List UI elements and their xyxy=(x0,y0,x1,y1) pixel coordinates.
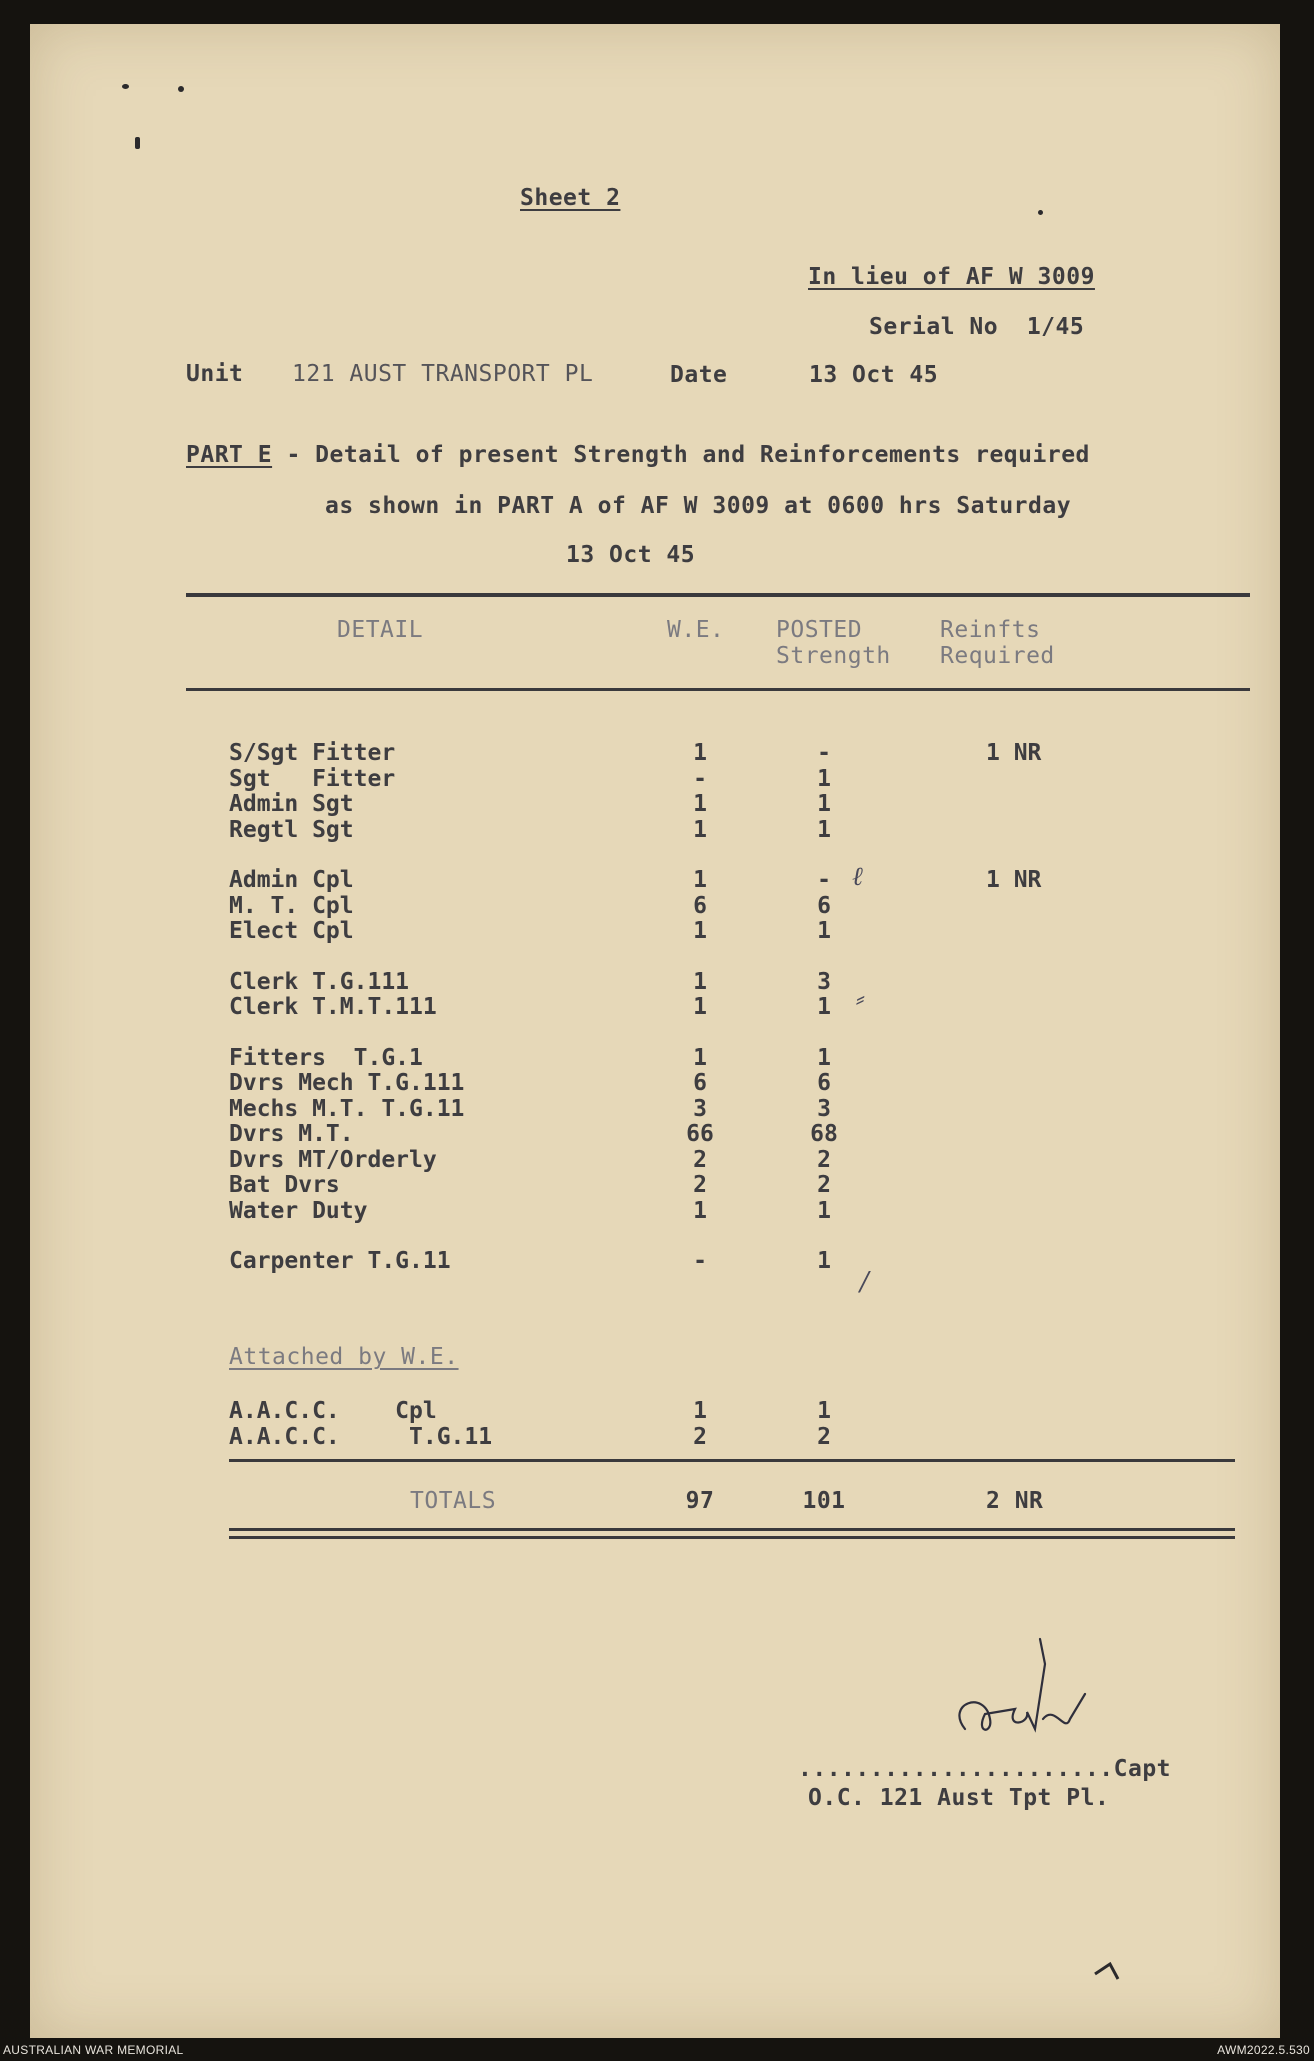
row-detail: Fitters T.G.1 xyxy=(229,1044,423,1071)
row-posted: 6 xyxy=(817,1070,831,1096)
date-label: Date xyxy=(670,362,728,388)
row-we: 6 xyxy=(693,892,707,919)
row-detail: Elect Cpl xyxy=(229,918,354,944)
part-description-line-3: 13 Oct 45 xyxy=(566,542,696,568)
row-detail: Dvrs M.T. xyxy=(229,1121,354,1147)
corner-mark-icon xyxy=(1090,1954,1130,1984)
part-description-line-1 xyxy=(186,442,1090,468)
row-detail: Sgt Fitter xyxy=(229,765,396,792)
row-detail: Clerk T.G.111 xyxy=(229,968,410,995)
row-detail: Dvrs MT/Orderly xyxy=(229,1146,437,1173)
row-posted: - xyxy=(817,867,831,893)
row-we: - xyxy=(693,765,707,792)
table-top-rule xyxy=(186,593,1250,597)
row-we: 1 xyxy=(693,816,707,843)
row-we: 1 xyxy=(693,1044,707,1071)
part-text-1: - Detail of present Strength and Reinforcements required xyxy=(272,442,1090,468)
header-reinfts-2: Required xyxy=(940,643,1055,669)
signature-title: O.C. 121 Aust Tpt Pl. xyxy=(808,1785,1110,1811)
row-posted: 1 xyxy=(817,1197,831,1224)
footer-reference-right: AWM2022.5.530 xyxy=(1217,2043,1310,2057)
row-detail: A.A.C.C. T.G.11 xyxy=(229,1423,493,1450)
row-posted: 1 xyxy=(817,1044,831,1071)
date-value: 13 Oct 45 xyxy=(809,362,939,388)
pencil-tick: ℓ xyxy=(852,862,863,892)
row-detail: Regtl Sgt xyxy=(229,816,354,843)
row-we: 66 xyxy=(686,1121,714,1147)
ink-speck xyxy=(1038,210,1043,215)
row-posted: 1 xyxy=(817,994,831,1020)
row-we: 2 xyxy=(693,1172,707,1198)
pencil-tick: ⸗ xyxy=(856,984,865,1014)
row-reinfts xyxy=(986,792,1106,818)
row-we: 1 xyxy=(693,791,707,817)
row-reinfts xyxy=(986,767,1106,793)
row-we: 1 xyxy=(693,968,707,995)
serial-number: Serial No 1/45 xyxy=(869,314,1085,340)
ink-speck xyxy=(135,137,140,149)
row-posted: 1 xyxy=(817,1398,831,1424)
row-detail: Admin Cpl xyxy=(229,867,354,893)
row-posted: 1 xyxy=(817,765,831,792)
part-label: PART E xyxy=(186,442,273,468)
row-we: 1 xyxy=(693,994,707,1020)
row-posted: 1 xyxy=(817,816,831,843)
row-reinfts xyxy=(986,818,1106,844)
header-reinfts-1: Reinfts xyxy=(940,617,1041,643)
row-detail: M. T. Cpl xyxy=(229,892,354,919)
row-posted: 68 xyxy=(810,1121,838,1147)
row-reinfts: 1 NR xyxy=(986,740,1042,766)
signature-line: ......................Capt xyxy=(798,1756,1172,1782)
ink-speck xyxy=(122,84,129,89)
we-column xyxy=(670,741,730,1275)
row-posted: 2 xyxy=(817,1423,831,1450)
posted-column xyxy=(794,741,854,1275)
row-posted: 6 xyxy=(817,892,831,919)
row-we: 1 xyxy=(693,1197,707,1224)
row-posted: 2 xyxy=(817,1172,831,1198)
row-posted: 1 xyxy=(817,791,831,817)
totals-label: TOTALS xyxy=(410,1488,497,1514)
row-reinfts: 1 NR xyxy=(986,867,1042,893)
row-detail: Admin Sgt xyxy=(229,791,354,817)
totals-reinfts: 2 NR xyxy=(986,1488,1044,1514)
header-posted-2: Strength xyxy=(776,643,891,669)
header-we: W.E. xyxy=(667,617,725,643)
reinfts-column xyxy=(986,741,1106,894)
row-we: 1 xyxy=(693,1398,707,1424)
table-header-rule xyxy=(186,688,1250,691)
row-posted: 2 xyxy=(817,1146,831,1173)
totals-double-rule-2 xyxy=(229,1536,1235,1539)
row-posted: - xyxy=(817,740,831,766)
form-reference: In lieu of AF W 3009 xyxy=(808,264,1095,290)
row-we: - xyxy=(693,1248,707,1274)
document-page xyxy=(30,24,1280,2038)
row-posted: 1 xyxy=(817,1248,831,1274)
row-detail: A.A.C.C. Cpl xyxy=(229,1398,437,1424)
attached-heading: Attached by W.E. xyxy=(229,1344,459,1370)
totals-posted: 101 xyxy=(802,1488,846,1514)
row-detail: Water Duty xyxy=(229,1197,368,1224)
row-posted: 3 xyxy=(817,1095,831,1122)
row-posted: 1 xyxy=(817,918,831,944)
totals-double-rule-1 xyxy=(229,1528,1235,1531)
pencil-tick: / xyxy=(860,1267,869,1297)
row-we: 1 xyxy=(693,867,707,893)
sheet-title: Sheet 2 xyxy=(520,185,621,211)
row-detail: Clerk T.M.T.111 xyxy=(229,994,437,1020)
row-we: 1 xyxy=(693,740,707,766)
totals-top-rule xyxy=(229,1459,1235,1462)
detail-column xyxy=(229,741,464,1275)
attached-posted-column xyxy=(794,1399,854,1450)
row-posted: 3 xyxy=(817,968,831,995)
attached-detail-column xyxy=(229,1399,492,1450)
row-we: 1 xyxy=(693,918,707,944)
footer-credit-left: AUSTRALIAN WAR MEMORIAL xyxy=(3,2043,184,2057)
row-detail: S/Sgt Fitter xyxy=(229,740,396,766)
part-description-line-2: as shown in PART A of AF W 3009 at 0600 hrs Saturday xyxy=(325,493,1072,519)
unit-name: 121 AUST TRANSPORT PL xyxy=(292,361,594,387)
unit-label: Unit xyxy=(186,361,244,387)
row-we: 2 xyxy=(693,1423,707,1450)
ink-speck xyxy=(178,86,184,92)
signature-scribble xyxy=(945,1634,1115,1764)
totals-we: 97 xyxy=(685,1488,715,1514)
row-detail: Bat Dvrs xyxy=(229,1172,340,1198)
header-posted-1: POSTED xyxy=(776,617,863,643)
header-detail: DETAIL xyxy=(337,617,424,643)
row-detail: Carpenter T.G.11 xyxy=(229,1248,451,1274)
row-we: 6 xyxy=(693,1070,707,1096)
attached-we-column xyxy=(670,1399,730,1450)
row-detail: Mechs M.T. T.G.11 xyxy=(229,1095,465,1122)
row-we: 3 xyxy=(693,1095,707,1122)
row-detail: Dvrs Mech T.G.111 xyxy=(229,1070,465,1096)
row-we: 2 xyxy=(693,1146,707,1173)
